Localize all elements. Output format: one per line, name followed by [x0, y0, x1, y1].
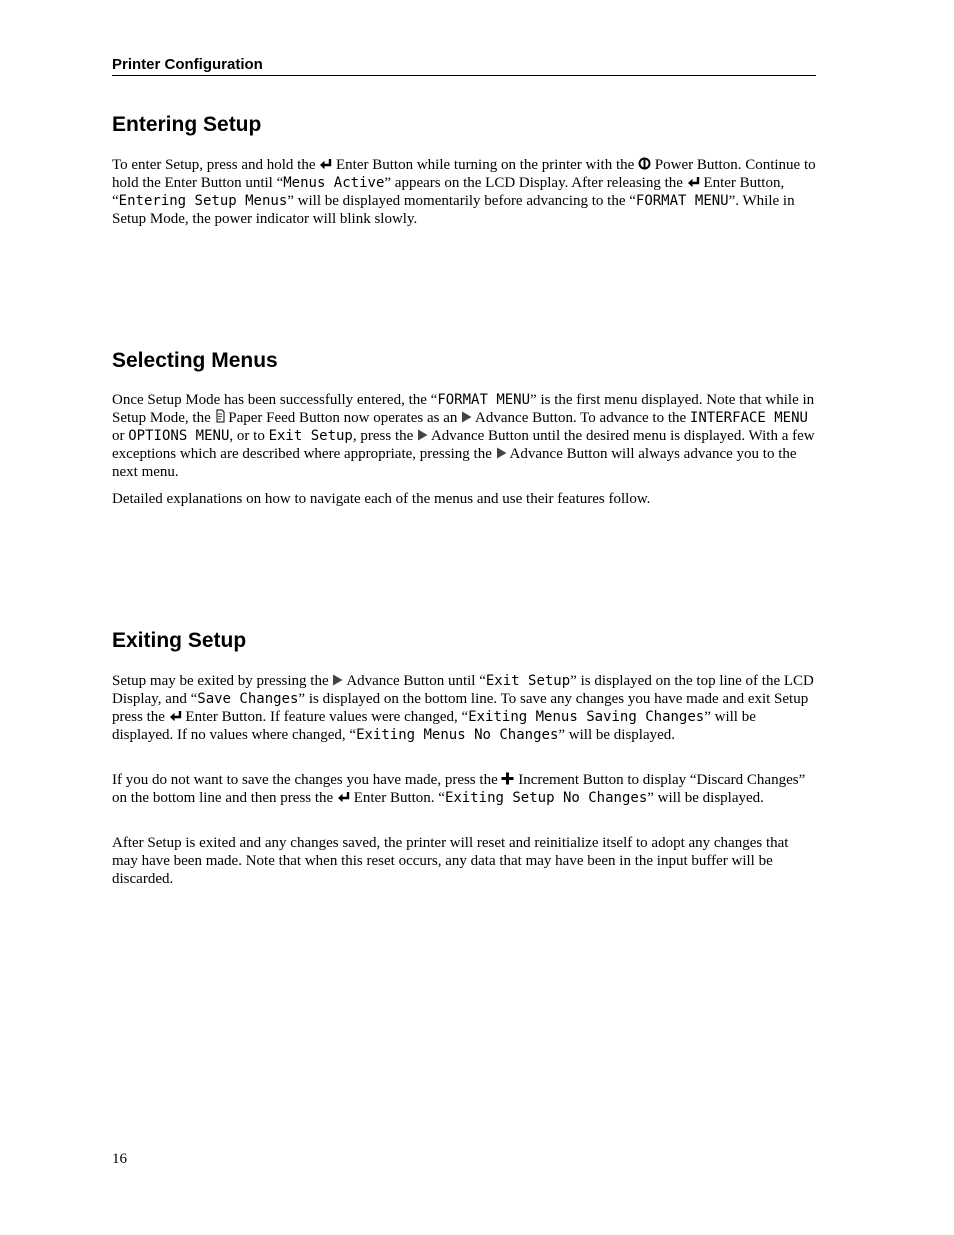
- heading-exiting-setup: Exiting Setup: [112, 629, 247, 652]
- paper-feed-icon: [215, 409, 225, 423]
- advance-icon: [496, 447, 507, 459]
- enter-icon: [319, 158, 332, 170]
- enter-icon: [337, 791, 350, 803]
- paragraph-selecting-menus: Once Setup Mode has been successfully entered, the “FORMAT MENU” is the first menu displayed. Note that while in Setup Mode, the Paper Feed Button now operates as an Advance Button. To advance to the INTERFACE MENU or OPTIONS MENU, or to Exit Setup, press the Advance Button until the desired menu is displayed. With a few exceptions which are described where appropriate, pressing the Advance Button will always advance you to the next menu.: [112, 392, 815, 480]
- paragraph-discard-changes: If you do not want to save the changes you have made, press the Increment Button to display “Discard Changes” on the bottom line and then press the Enter Button. “Exiting Setup No Changes” will be displayed.: [112, 772, 806, 806]
- paragraph-detailed-explanations: Detailed explanations on how to navigate each of the menus and use their features follow.: [112, 491, 651, 507]
- heading-entering-setup: Entering Setup: [112, 113, 262, 136]
- page-number: 16: [112, 1151, 127, 1167]
- increment-icon: [501, 772, 514, 785]
- running-header: Printer Configuration: [112, 56, 816, 76]
- advance-icon: [417, 429, 428, 441]
- advance-icon: [461, 411, 472, 423]
- paragraph-reset-notice: After Setup is exited and any changes saved, the printer will reset and reinitialize itself to adopt any changes that may have been made. Note that when this reset occurs, any data that may have been in the input buffer will be discarded.: [112, 835, 789, 887]
- power-icon: [638, 157, 651, 170]
- heading-selecting-menus: Selecting Menus: [112, 349, 278, 372]
- enter-icon: [687, 176, 700, 188]
- enter-icon: [169, 710, 182, 722]
- paragraph-entering-setup: To enter Setup, press and hold the Enter Button while turning on the printer with the Power Button. Continue to hold the Enter Button until “Menus Active” appears on the LCD Display. After releasing the Enter Button, “Entering Setup Menus” will be displayed momentarily before advancing to the “FORMAT MENU”. While in Setup Mode, the power indicator will blink slowly.: [112, 157, 816, 227]
- paragraph-exiting-setup: Setup may be exited by pressing the Advance Button until “Exit Setup” is displayed on the top line of the LCD Display, and “Save Changes” is displayed on the bottom line. To save any changes you have made and exit Setup press the Enter Button. If feature values were changed, “Exiting Menus Saving Changes” will be displayed. If no values where changed, “Exiting Menus No Changes” will be displayed.: [112, 673, 814, 743]
- advance-icon: [332, 674, 343, 686]
